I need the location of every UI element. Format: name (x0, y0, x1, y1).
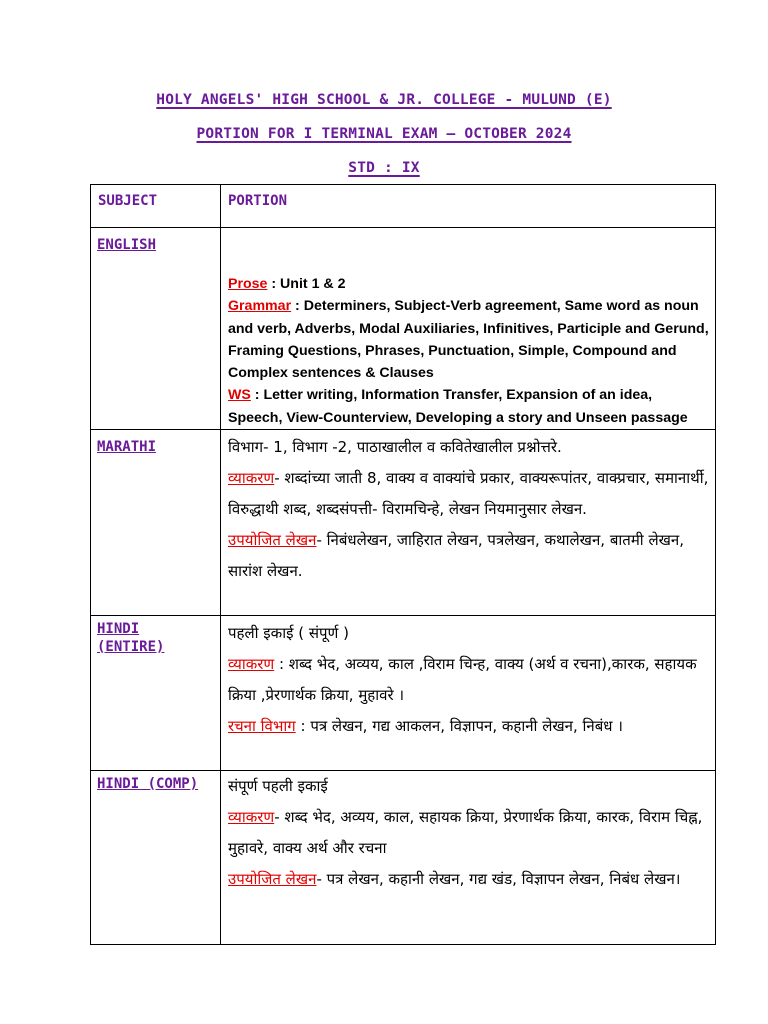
table-header-row (91, 185, 716, 228)
portion-line (228, 649, 709, 711)
grammar-label: Grammar (228, 298, 292, 315)
school-title: HOLY ANGELS' HIGH SCHOOL & JR. COLLEGE - MULUND (E) (156, 92, 612, 108)
exam-title: PORTION FOR I TERMINAL EXAM – OCTOBER 2024 (196, 126, 572, 142)
portion-table (90, 184, 716, 945)
prose-label: Prose (228, 276, 268, 292)
hindi-comp-line-1: संपूर्ण पहली इकाई (228, 777, 328, 796)
grammar-text: : Determiners, Subject-Verb agreement, Same word as noun and verb, Adverbs, Modal Auxiliaries, Infinitives, Participle and Gerund, Framing Questions, Phrases, Punctuation, Simple, Compound and Complex sentences & Clauses (228, 298, 709, 382)
applied-writing-text: - पत्र लेखन, कहानी लेखन, गद्य खंड, विज्ञापन लेखन, निबंध लेखन। (316, 870, 681, 889)
composition-label: रचना विभाग (228, 717, 296, 736)
portion-line (228, 618, 709, 649)
hindi-line-1: पहली इकाई ( संपूर्ण ) (228, 624, 349, 643)
grammar-label: व्याकरण (228, 808, 275, 827)
portion-cell (221, 430, 716, 616)
ws-label: WS (228, 387, 251, 404)
table-row-hindi-comp (91, 771, 716, 945)
subject-hindi: HINDI (97, 621, 140, 638)
subject-cell (91, 228, 221, 430)
portion-line (228, 273, 709, 295)
std-title: STD : IX (348, 160, 420, 176)
subject-column-header: SUBJECT (98, 193, 158, 209)
portion-line (228, 384, 709, 429)
subject-marathi: MARATHI (97, 439, 157, 456)
subject-header-cell (91, 185, 221, 228)
portion-line (228, 711, 709, 742)
portion-column-header: PORTION (228, 193, 288, 209)
portion-cell (221, 771, 716, 945)
composition-text: : पत्र लेखन, गद्य आकलन, विज्ञापन, कहानी लेखन, निबंध । (295, 717, 623, 736)
portion-line (228, 525, 709, 587)
prose-text: : Unit 1 & 2 (267, 276, 346, 292)
grammar-text: : शब्द भेद, अव्यय, काल ,विराम चिन्ह, वाक्य (अर्थ व रचना),कारक, सहायक क्रिया ,प्रेरणार्थक क्रिया, मुहावरे । (228, 655, 697, 705)
portion-line (228, 463, 709, 525)
hindi-entire-portion (221, 616, 715, 742)
portion-line (228, 432, 709, 463)
subject-hindi-entire: (ENTIRE) (97, 639, 165, 656)
english-portion (221, 228, 715, 429)
portion-cell (221, 616, 716, 771)
portion-header-cell (221, 185, 716, 228)
subject-hindi-comp: HINDI (COMP) (97, 776, 199, 793)
subject-cell (91, 771, 221, 945)
marathi-portion (221, 430, 715, 587)
applied-writing-label: उपयोजित लेखन (228, 870, 317, 889)
grammar-text: - शब्दांच्या जाती 8, वाक्य व वाक्यांचे प्रकार, वाक्यरूपांतर, वाक्प्रचार, समानार्थी, विरुद्धाथी शब्द, शब्दसंपत्ती- विरामचिन्हे, लेखन नियमानुसार लेखन. (228, 469, 709, 519)
ws-text: : Letter writing, Information Transfer, Expansion of an idea, Speech, View-Counterview, Developing a story and Unseen passage (228, 387, 688, 426)
portion-line (228, 864, 709, 895)
grammar-label: व्याकरण (228, 469, 275, 488)
marathi-line-1: विभाग- 1, विभाग -2, पाठाखालील व कवितेखालील प्रश्नोत्तरे. (228, 438, 562, 457)
subject-cell (91, 430, 221, 616)
subject-cell (91, 616, 221, 771)
portion-line (228, 771, 709, 802)
portion-line (228, 802, 709, 864)
hindi-comp-portion (221, 771, 715, 895)
applied-writing-label: उपयोजित लेखन (228, 531, 317, 550)
table-row-english (91, 228, 716, 430)
table-row-hindi-entire (91, 616, 716, 771)
portion-line (228, 295, 709, 384)
applied-writing-text: - निबंधलेखन, जाहिरात लेखन, पत्रलेखन, कथालेखन, बातमी लेखन, सारांश लेखन. (228, 531, 684, 581)
table-row-marathi (91, 430, 716, 616)
portion-cell (221, 228, 716, 430)
grammar-label: व्याकरण (228, 655, 275, 674)
grammar-text: - शब्द भेद, अव्यय, काल, सहायक क्रिया, प्रेरणार्थक क्रिया, कारक, विराम चिह्न, मुहावरे, वाक्य अर्थ और रचना (228, 808, 703, 858)
subject-english: ENGLISH (97, 237, 157, 253)
